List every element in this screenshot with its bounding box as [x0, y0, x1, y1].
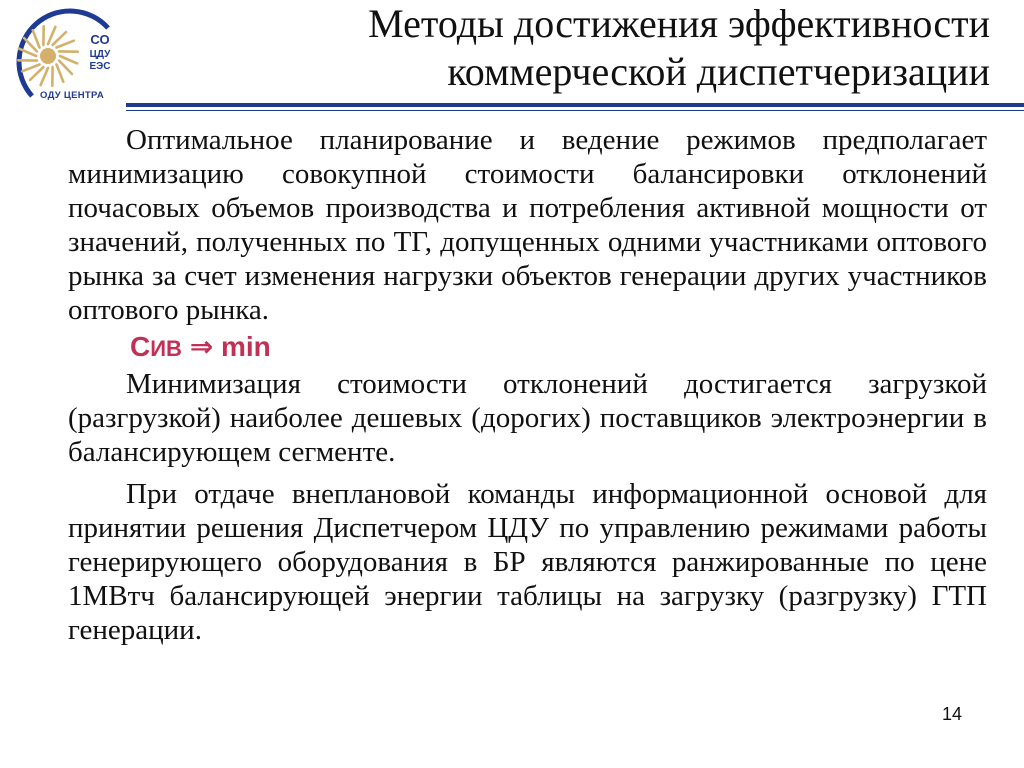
sun-ray — [57, 65, 64, 82]
formula-min: min — [220, 331, 271, 362]
sun-ray — [30, 67, 43, 80]
paragraph-2: Минимизация стоимости отклонений достигается загрузкой (разгрузкой) наиболее дешевых (дорогих) поставщиков электроэнергии в балансирующем сегменте. — [68, 368, 987, 468]
title-line-1: Методы достижения эффективности — [368, 1, 990, 46]
paragraph-3: При отдаче внеплановой команды информационной основой для принятии решения Диспетчером ЦДУ по управлению режимами работы генерирующего оборудования в БР являются ранжированные по цене 1МВтч балансирующей энергии таблицы на загрузку (разгрузку) ГТП генерации. — [68, 478, 987, 646]
formula-subscript: ИВ — [150, 336, 182, 361]
sun-ray — [41, 68, 48, 85]
formula-symbol: С — [130, 331, 151, 362]
title-line-2: коммерческой диспетчеризации — [447, 49, 990, 94]
sun-ray — [57, 41, 74, 48]
page-number: 14 — [941, 704, 962, 724]
sun-ray — [53, 32, 66, 45]
sun-ray — [59, 61, 72, 74]
sun-ray — [33, 30, 40, 47]
logo-caption: ОДУ ЦЕНТРА — [40, 90, 104, 101]
slide-body — [68, 123, 987, 647]
implies-arrow-icon: ⇒ — [189, 331, 214, 362]
formula — [68, 327, 987, 367]
sun-ray — [60, 56, 77, 63]
sun-ray — [48, 27, 55, 44]
logo-text-cdu: ЦДУ — [89, 49, 111, 60]
paragraph-1: Оптимальное планирование и ведение режимов предполагает минимизацию совокупной стоимости балансировки отклонений почасовых объемов производства и потребления активной мощности от значений, полученных по ТГ, допущенных одними участниками оптового рынка за счет изменения нагрузки объектов генерации других участников оптового рынка. — [68, 124, 987, 326]
header-divider — [126, 103, 1024, 107]
slide-title — [130, 0, 990, 96]
sun-ray — [22, 65, 39, 72]
logo-text-so: СО — [90, 32, 110, 47]
header-divider-thin — [126, 110, 1024, 111]
sun-ray — [24, 38, 37, 51]
logo-text-ees: ЕЭС — [89, 61, 111, 72]
